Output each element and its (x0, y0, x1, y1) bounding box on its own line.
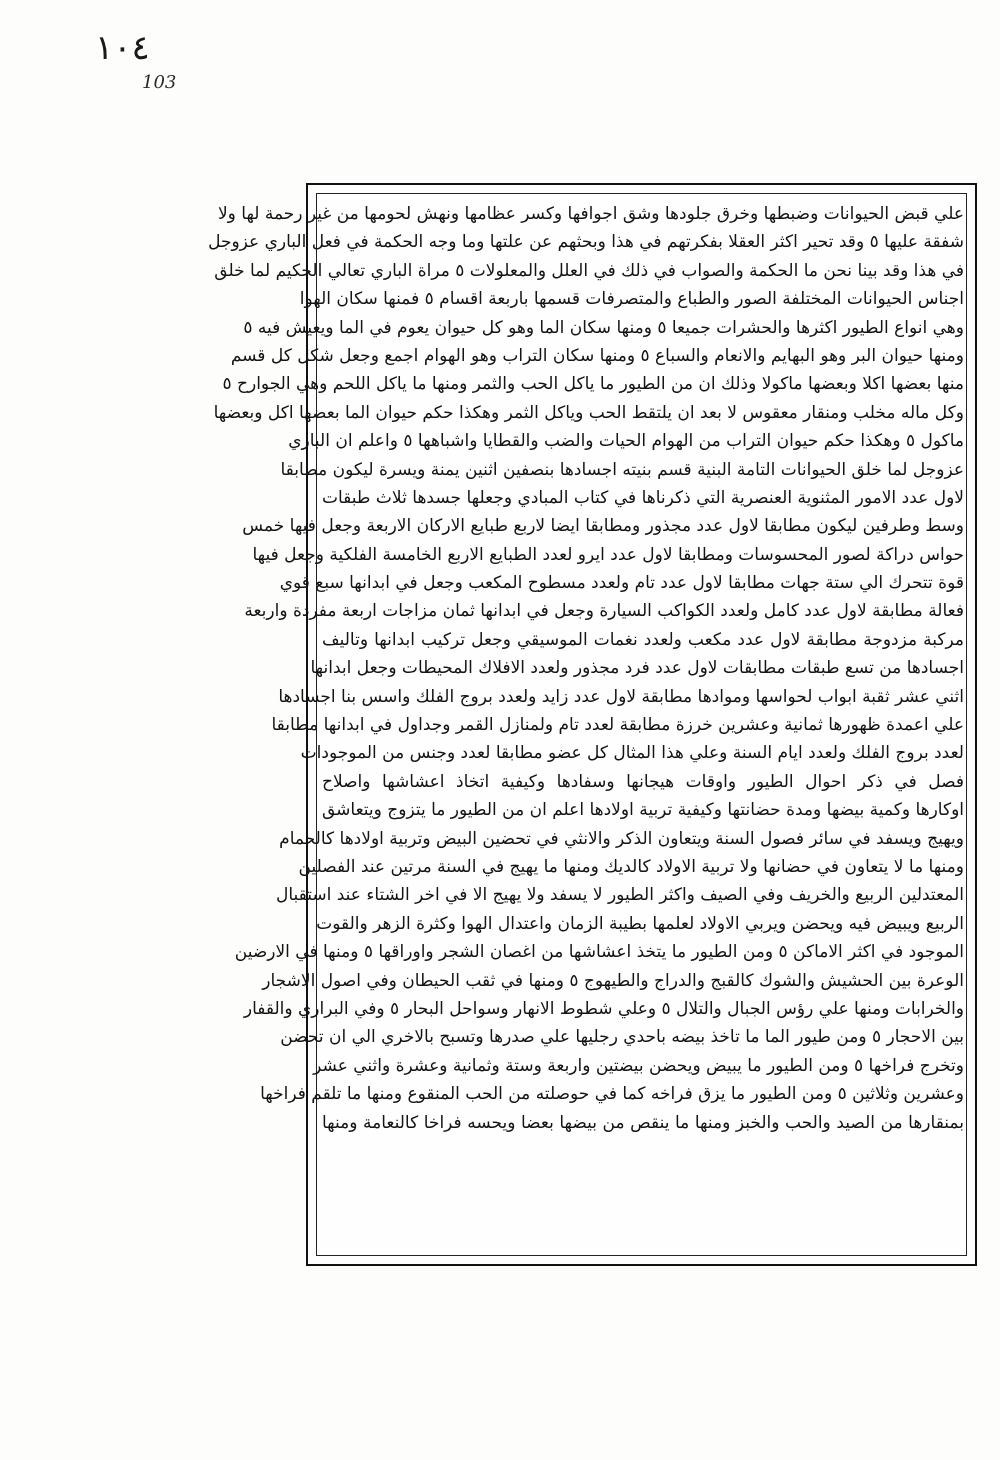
text-line: اجناس الحيوانات المختلفة الصور والطباع والمتصرفات قسمها باربعة اقسام ٥ فمنها سكان الهوا (299, 289, 964, 310)
text-line: وعشرين وثلاثين ٥ ومن الطيور ما يزق فراخه كما في حوصلته من الحب المنقوع ومنها ما تلقم فراخها (260, 1084, 964, 1105)
text-line: بمنقارها من الصيد والحب والخبز ومنها ما ينقص من بيضها بعضا ويحسه فراخا كالنعامة ومنها (322, 1112, 964, 1133)
folio-number-arabic: ١٠٤ (95, 28, 150, 68)
folio-number-latin: 103 (142, 72, 177, 93)
text-line: اثني عشر ثقبة ابواب لحواسها وموادها مطابقة لاول عدد زايد ولعدد بروج الفلك واسس بنا اجسادها (278, 686, 964, 707)
text-line: وسط وطرفين ليكون مطابقا لاول عدد مجذور ومطابقا ايضا لاربع طبايع الاركان الاربعة وجعل فيها خمس (242, 516, 964, 537)
text-line: ماكول ٥ وهكذا حكم حيوان التراب من الهوام الحيات والضب والقطايا واشباهها ٥ واعلم ان الباري (288, 431, 964, 452)
text-line: وتخرج فراخها ٥ ومن الطيور ما يبيض ويحضن بيضتين واربعة وستة وثمانية وعشرة واثني عشر (313, 1055, 964, 1076)
text-line: علي قبض الحيوانات وضبطها وخرق جلودها وشق اجوافها وكسر عظامها ونهش لحومها من غير رحمة لها ولا (217, 204, 964, 224)
text-line: لعدد بروج الفلك ولعدد ايام السنة وعلي هذا المثال كل عضو مطابقا لعدد وجنس من الموجودات (300, 743, 964, 764)
text-line: الوعرة بين الحشيش والشوك كالقبج والدراج والطيهوج ٥ ومنها في ثقب الحيطان وفي اصول الاشجار (262, 970, 964, 991)
text-line: فعالة مطابقة لاول عدد كامل ولعدد الكواكب السيارة وجعل في ابدانها ثمان مزاجات اربعة مفردة واربعة (244, 601, 964, 622)
text-line: المعتدلين الربيع والخريف وفي الصيف واكثر الطيور لا يسفد ولا يهيج الا في اخر الشتاء عند استقبال (275, 885, 964, 906)
text-line: فصل في ذكر احوال الطيور واوقات هيجانها وسفادها وكيفية اتخاذ اعشاشها واصلاح (322, 771, 964, 792)
text-line: الموجود في اكثر الاماكن ٥ ومن الطيور ما يتخذ اعشاشها من اغصان الشجر واوراقها ٥ ومنها في الارضين (234, 942, 964, 963)
text-line: في هذا وقد بينا نحن ما الحكمة والصواب في ذلك في العلل والمعلولات ٥ مراة الباري تعالي الحكيم لما خلق (214, 260, 964, 281)
text-line: والخرابات ومنها علي رؤس الجبال والتلال ٥ وعلي شطوط الانهار وسواحل البحار ٥ وفي البراري والقفار (243, 998, 964, 1019)
manuscript-text-block (208, 200, 964, 1252)
text-line: ومنها ما لا يتعاون في حضانها ولا تربية الاولاد كالديك ومنها ما يهيج في السنة مرتين عند الفصلين (298, 856, 964, 877)
text-line: وكل ماله مخلب ومنقار معقوس لا بعد ان يلتقط الحب وياكل الثمر وهكذا حكم حيوان الما بعضها اكل وبعضها (213, 402, 964, 423)
text-line: مركبة مزدوجة مطابقة لاول عدد مكعب ولعدد نغمات الموسيقي وجعل تركيب ابدانها وتاليف (322, 629, 964, 650)
text-line: لاول عدد الامور المثنوية العنصرية التي ذكرناها في كتاب المبادي وجعلها جسدها ثلاث طبقات (322, 487, 964, 508)
text-line: الربيع ويبيض فيه ويحضن ويربي الاولاد لعلمها بطيبة الزمان واعتدال الهوا وكثرة الزهر والقوت (316, 913, 964, 934)
text-line: علي اعمدة ظهورها ثمانية وعشرين خرزة مطابقة لعدد تام ولمنازل القمر وجداول في ابدانها مطابقا (271, 715, 964, 736)
text-line: وهي انواع الطيور اكثرها والحشرات جميعا ٥ ومنها سكان الما وهو كل حيوان يعوم في الما ويعيش فيه ٥ (243, 317, 964, 338)
text-line: منها بعضها اكلا وبعضها ماكولا وذلك ان من الطيور ما ياكل الحب والثمر ومنها ما ياكل اللحم وهي الجوارح ٥ (222, 374, 964, 395)
text-line: ويهيج ويسفد في سائر فصول السنة ويتعاون الذكر والانثي في تحضين البيض وتربية اولادها كالحمام (279, 828, 964, 849)
text-line: قوة تتحرك الي ستة جهات مطابقا لاول عدد تام ولعدد مسطوح المكعب وجعل في ابدانها سبع قوي (279, 573, 964, 594)
text-line: عزوجل لما خلق الحيوانات التامة البنية قسم بنيته اجسادها بنصفين اثنين يمنة ويسرة ليكون مطابقا (280, 459, 964, 480)
text-line: بين الاحجار ٥ ومن طيور الما ما تاخذ بيضه باحدي رجليها علي صدرها وتسبح بالاخري الي ان تحضن (280, 1027, 964, 1048)
text-line: ومنها حيوان البر وهو البهايم والانعام والسباع ٥ ومنها سكان التراب وهو الهوام اجمع وجعل شكل كل قسم (230, 345, 964, 366)
text-line: شفقة عليها ٥ وقد تحير اكثر العقلا بفكرتهم في هذا وبحثهم عن علتها وما وجه الحكمة في فعل الباري عزوجل (208, 232, 964, 253)
text-line: اجسادها من تسع طبقات مطابقات لاول عدد فرد مجذور ولعدد الافلاك المحيطات وجعل ابدانها (310, 658, 964, 679)
text-line: اوكارها وكمية بيضها ومدة حضانتها وكيفية تربية اولادها اعلم ان من الطيور ما يتزوج ويتعاشق (322, 800, 964, 821)
text-line: حواس دراكة لصور المحسوسات ومطابقا لاول عدد ايرو لعدد الطبايع الاربع الخامسة الفلكية وجعل فيها (252, 544, 964, 565)
